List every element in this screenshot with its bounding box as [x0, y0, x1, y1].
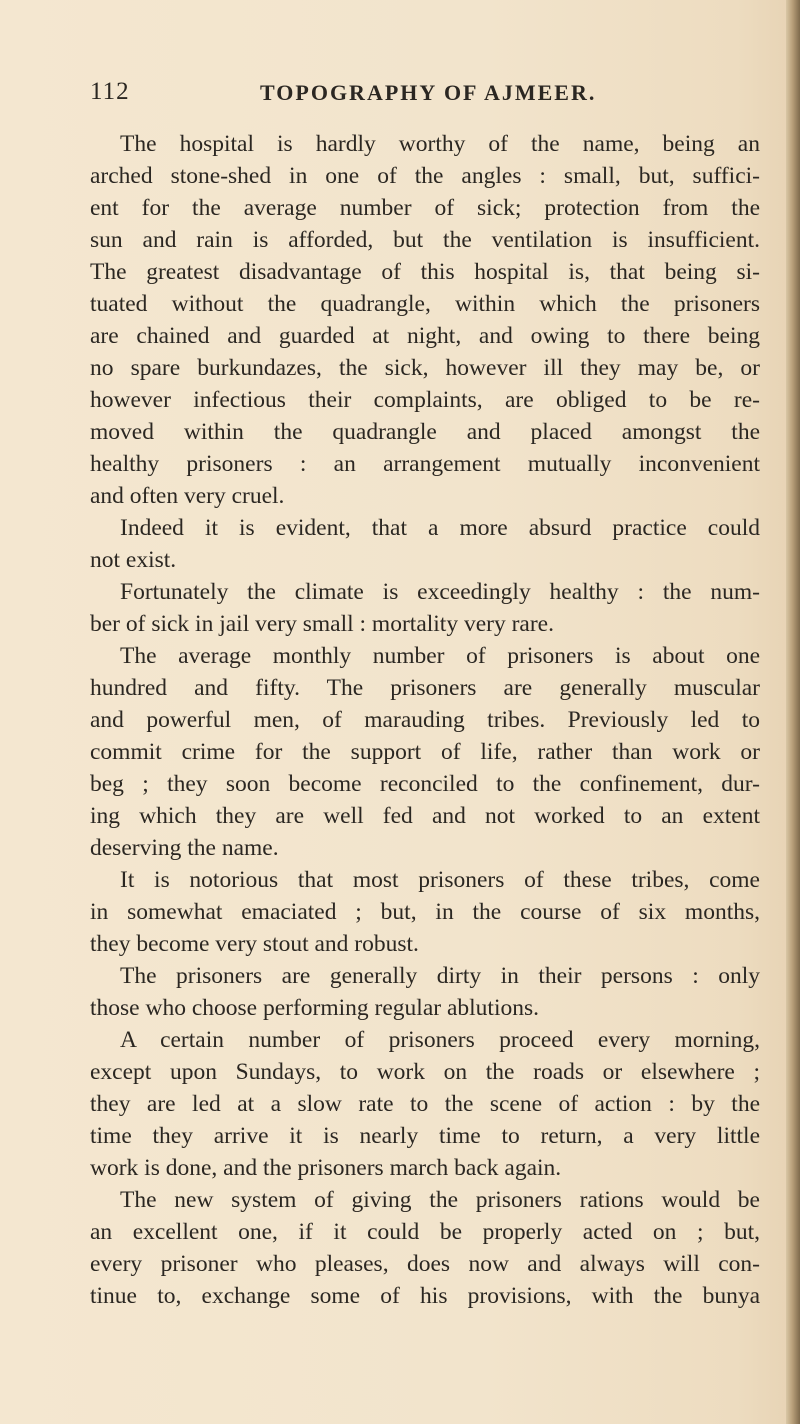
text-line: The hospital is hardly worthy of the name, being an: [120, 131, 760, 157]
text-line: they become very stout and robust.: [90, 931, 419, 957]
text-line: and powerful men, of marauding tribes. Previously led to: [90, 707, 760, 733]
page-header: [90, 78, 770, 112]
text-line: ing which they are well fed and not worked to an extent: [90, 803, 760, 829]
text-line: beg ; they soon become reconciled to the confinement, dur-: [90, 771, 760, 797]
text-line: those who choose performing regular ablutions.: [90, 995, 540, 1021]
text-line: ent for the average number of sick; protection from the: [90, 195, 760, 221]
text-line: are chained and guarded at night, and owing to there being: [90, 323, 760, 349]
page-number: 112: [90, 78, 130, 105]
text-line: It is notorious that most prisoners of these tribes, come: [120, 867, 760, 893]
page-edge: [786, 0, 800, 1424]
text-line: deserving the name.: [90, 835, 279, 861]
text-line: tuated without the quadrangle, within which the prisoners: [90, 291, 760, 317]
text-line: except upon Sundays, to work on the roads or elsewhere ;: [90, 1059, 760, 1085]
text-line: A certain number of prisoners proceed every morning,: [120, 1027, 760, 1053]
text-line: moved within the quadrangle and placed amongst the: [90, 419, 760, 445]
text-line: in somewhat emaciated ; but, in the course of six months,: [90, 899, 760, 925]
text-line: and often very cruel.: [90, 483, 285, 509]
text-line: time they arrive it is nearly time to return, a very little: [90, 1123, 760, 1149]
text-line: however infectious their complaints, are obliged to be re-: [90, 387, 760, 413]
text-line: every prisoner who pleases, does now and always will con-: [90, 1251, 760, 1277]
text-line: tinue to, exchange some of his provisions, with the bunya: [90, 1283, 760, 1309]
text-line: Indeed it is evident, that a more absurd practice could: [120, 515, 760, 541]
text-line: The average monthly number of prisoners is about one: [120, 643, 760, 669]
text-line: no spare burkundazes, the sick, however ill they may be, or: [90, 355, 760, 381]
text-line: commit crime for the support of life, rather than work or: [90, 739, 760, 765]
text-line: The new system of giving the prisoners rations would be: [120, 1187, 760, 1213]
text-line: Fortunately the climate is exceedingly healthy : the num-: [120, 579, 760, 605]
text-line: they are led at a slow rate to the scene of action : by the: [90, 1091, 760, 1117]
text-line: not exist.: [90, 547, 177, 573]
text-line: hundred and fifty. The prisoners are generally muscular: [90, 675, 760, 701]
text-line: The greatest disadvantage of this hospital is, that being si-: [90, 259, 760, 285]
text-line: The prisoners are generally dirty in their persons : only: [120, 963, 760, 989]
text-line: arched stone-shed in one of the angles : small, but, suffici-: [90, 163, 760, 189]
text-line: ber of sick in jail very small : mortality very rare.: [90, 611, 554, 637]
body-text: [90, 128, 760, 1312]
text-line: sun and rain is afforded, but the ventilation is insufficient.: [90, 227, 760, 253]
text-line: work is done, and the prisoners march back again.: [90, 1155, 562, 1181]
text-line: healthy prisoners : an arrangement mutually inconvenient: [90, 451, 760, 477]
running-title: TOPOGRAPHY OF AJMEER.: [260, 80, 597, 105]
text-line: an excellent one, if it could be properly acted on ; but,: [90, 1219, 760, 1245]
